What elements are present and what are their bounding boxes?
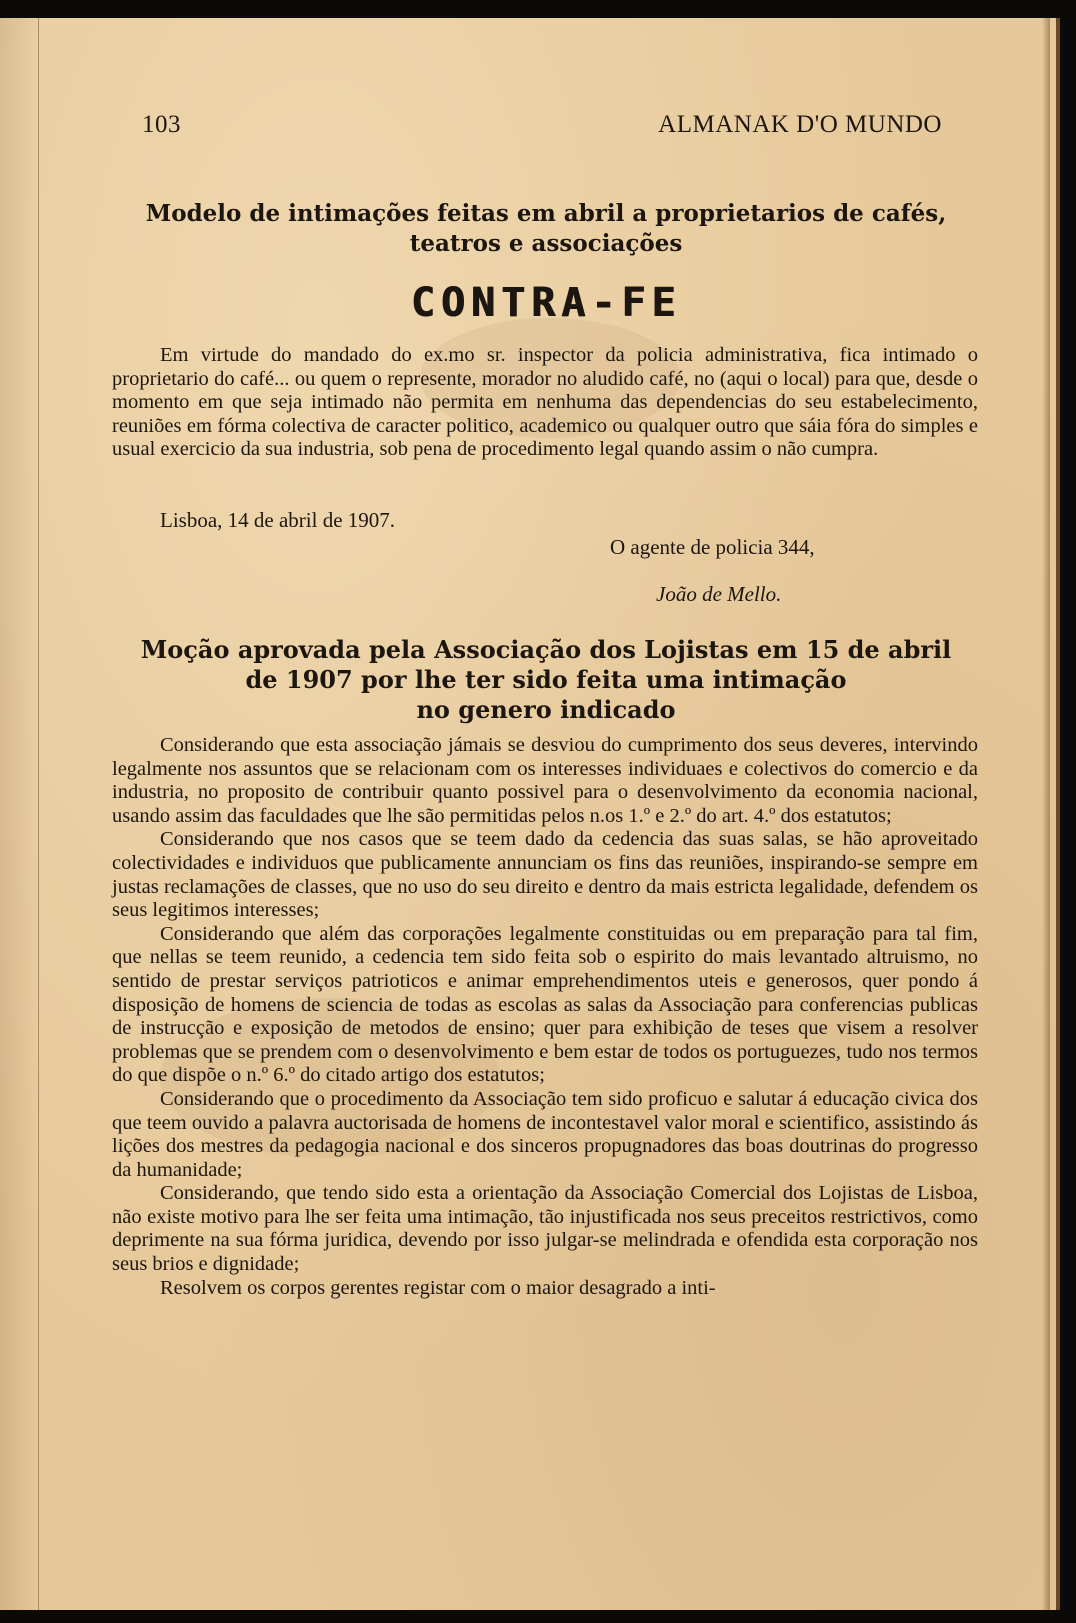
signatory-name: João de Mello.: [656, 582, 782, 606]
mocao-paragraph: Considerando, que tendo sido esta a orientação da Associação Comercial dos Lojistas de Lisboa, não existe motivo para lhe ser feita uma intimação, tão injustificada nos seus preceitos restrictivos, como deprimente na sua fórma juridica, devendo por isso julgar-se melindrada e ofendida esta corporação nos seus brios e dignidade;: [112, 1182, 978, 1276]
book-page: [0, 18, 1060, 1610]
intimacao-paragraph: Em virtude do mandado do ex.mo sr. inspector da policia administrativa, fica intimado o proprietario do café... ou quem o represente, morador no aludido café, no (aqui o local) para que, desde o momento em que seja intimado não permita em nenhuma das dependencias do seu estabelecimento, reuniões em fórma colectiva de caracter politico, academico ou qualquer outro que sáia fóra do simples e usual exercicio da sua industria, sob pena de procedimento legal quando assim o não cumpra.: [112, 344, 978, 461]
title-line: Modelo de intimações feitas em abril a proprietarios de cafés,: [145, 200, 947, 227]
gutter-line: [38, 18, 39, 1610]
mocao-text: [112, 734, 978, 1300]
mocao-paragraph: Considerando que esta associação jámais se desviou do cumprimento dos seus deveres, intervindo legalmente nos assuntos que se relacionam com os interesses individuaes e colectivos do comercio e da industria, no proposito de contribuir quanto possivel para o desenvolvimento da economia nacional, usando assim das faculdades que lhe são permitidas pelos n.os 1.º e 2.º do art. 4.º dos estatutos;: [112, 734, 978, 827]
mocao-paragraph: Considerando que nos casos que se teem dado da cedencia das suas salas, se hão aproveitado colectividades e individuos que publicamente annunciam os fins das reuniões, inspirando-se sempre em justas reclamações de classes, que no uso do seu direito e dentro da mais estricta legalidade, defendem os seus legitimos interesses;: [112, 828, 978, 922]
section-title-intimacoes: [108, 199, 984, 259]
place-date: Lisboa, 14 de abril de 1907.: [160, 508, 396, 532]
page-header: [142, 111, 942, 145]
title-line: de 1907 por lhe ter sido feita uma intimação: [245, 665, 847, 694]
page-number: 103: [142, 111, 181, 138]
running-title: ALMANAK D'O MUNDO: [658, 111, 942, 138]
mocao-paragraph: Resolvem os corpos gerentes registar com o maior desagrado a inti-: [160, 1276, 716, 1299]
contra-fe-heading: CONTRA-FE: [410, 280, 682, 326]
title-line: no genero indicado: [416, 695, 676, 724]
title-line: teatros e associações: [409, 230, 683, 257]
mocao-paragraph: Considerando que além das corporações legalmente constituidas ou em preparação para tal fim, que nellas se teem reunido, a cedencia tem sido feita sob o espirito do mais levantado altruismo, no sentido de prestar serviços patrioticos e animar emprehendimentos uteis e generosos, quer pondo á disposição de homens de sciencia de todas as escolas as salas da Associação para conferencias publicas de instrucção e exposição de metodos de ensino; quer para exhibição de teses que visem a resolver problemas que se prendem com o desenvolvimento e bem estar de todos os portuguezes, tudo nos termos do que dispõe o n.º 6.º do citado artigo dos estatutos;: [112, 922, 978, 1087]
intimacao-text: [112, 344, 978, 462]
section-title-mocao: [108, 635, 984, 725]
title-line: Moção aprovada pela Associação dos Lojistas em 15 de abril: [140, 635, 952, 664]
signatory-role: O agente de policia 344,: [610, 535, 815, 559]
mocao-paragraph: Considerando que o procedimento da Associação tem sido proficuo e salutar á educação civica dos que teem ouvido a palavra auctorisada de homens de incontestavel valor moral e scientifico, assistindo ás lições dos mestres da pedagogia nacional e dos sinceros propugnadores das boas doutrinas do progresso da humanidade;: [112, 1087, 978, 1181]
page-edge-shadow: [1042, 18, 1050, 1610]
